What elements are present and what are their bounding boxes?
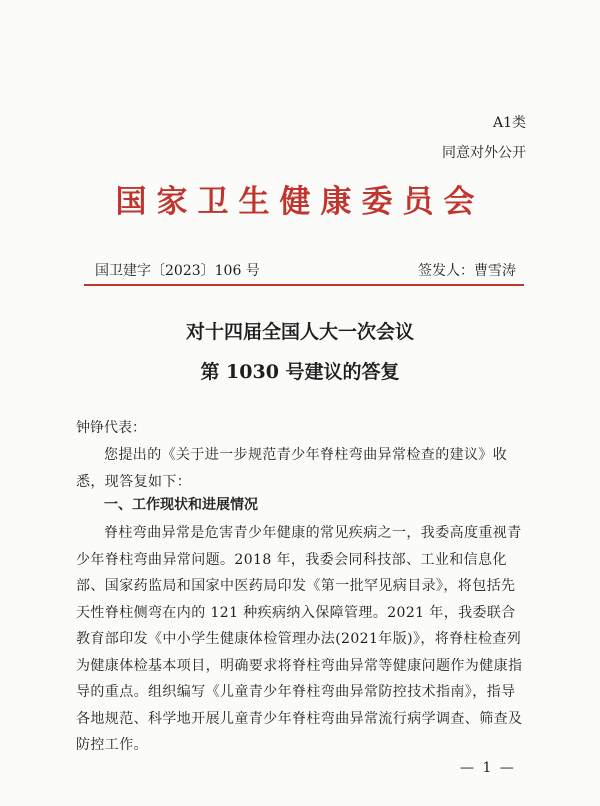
section-1-paragraph: 脊柱弯曲异常是危害青少年健康的常见疾病之一，我委高度重视青少年脊柱弯曲异常问题。2018 年，我委会同科技部、工业和信息化部、国家药监局和国家中医药局印发《第一批罕见病目录》，将包括先天性脊柱侧弯在内的 121 种疾病纳入保障管理。2021 年，我委联合教育部印发《中小学生健康体检管理办法(2021年版)》，将脊柱检查列为健康体检基本项目，明确要求将脊柱弯曲异常等健康问题作为健康指导的重点。组织编写《儿童青少年脊柱弯曲异常防控技术指南》，指导各地规范、科学地开展儿童青少年脊柱弯曲异常流行病学调查、筛查及防控工作。 xyxy=(76,525,523,753)
document-number: 国卫建字〔2023〕106 号 xyxy=(95,263,260,279)
signer: 签发人：曹雪涛 xyxy=(418,263,516,279)
disclosure-status: 同意对外公开 xyxy=(442,145,526,161)
document-title-line2: 第 1030 号建议的答复 xyxy=(200,361,400,383)
red-divider xyxy=(84,284,524,286)
intro-paragraph: 您提出的《关于进一步规范青少年脊柱弯曲异常检查的建议》收悉，现答复如下： xyxy=(76,447,508,490)
document-title-line1: 对十四届全国人大一次会议 xyxy=(185,321,414,343)
salutation: 钟铮代表： xyxy=(76,420,146,436)
document-meta-row xyxy=(95,260,516,280)
classification-mark: A1类 xyxy=(492,115,526,131)
section-1-title: 一、工作现状和进展情况 xyxy=(104,497,258,513)
page-number: — 1 — xyxy=(460,760,516,776)
organization-header: 国家卫生健康委员会 xyxy=(115,184,485,220)
